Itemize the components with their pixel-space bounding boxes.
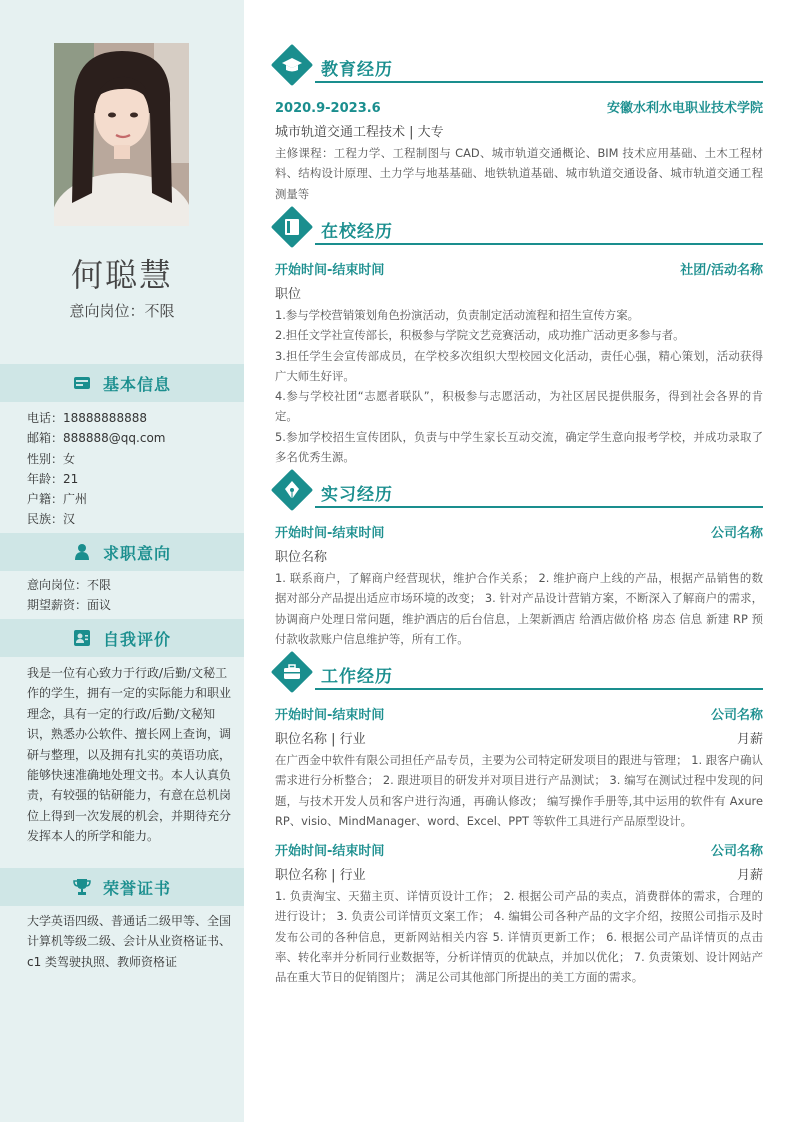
badge-icon xyxy=(73,629,91,647)
profile-photo xyxy=(54,43,189,226)
basic-info-title: 基本信息 xyxy=(102,374,171,394)
intern-role-row xyxy=(275,546,763,565)
job-intent-title: 求职意向 xyxy=(102,543,171,563)
work-company: 公司名称 xyxy=(710,844,763,859)
work-salary: 月薪 xyxy=(736,868,763,883)
pen-nib-icon xyxy=(281,479,303,501)
campus-item: 3.担任学生会宣传部成员，在学校多次组织大型校园文化活动，责任心强，精心策划，活动获得广大师生好评。 xyxy=(275,348,763,383)
age-item: 年龄：21 xyxy=(27,471,79,486)
education-date: 2020.9-2023.6 xyxy=(275,101,381,116)
basic-info-header xyxy=(0,364,244,402)
work-row-2 xyxy=(275,840,763,859)
work-role: 职位名称 | 行业 xyxy=(275,732,366,747)
work-date: 开始时间-结束时间 xyxy=(275,708,385,723)
user-icon xyxy=(73,543,91,561)
intern-section-header xyxy=(275,472,763,512)
intern-title: 实习经历 xyxy=(321,485,393,505)
intern-date: 开始时间-结束时间 xyxy=(275,526,385,541)
intern-company: 公司名称 xyxy=(710,526,763,541)
self-eval-text: 我是一位有心致力于行政/后勤/文秘工作的学生，拥有一定的实际能力和职业理念，具有一定的行政/后勤/文秘知识，熟悉办公软件、擅长网上查询，调研与整理，以及拥有扎实的英语功底，能够快速准确地处理文书。本人认真负责，有较强的钻研能力，有意在总机岗位上得到一次发展的机会，并期待充分发挥本人的所学和能力。 xyxy=(27,666,232,844)
campus-items xyxy=(275,305,763,467)
campus-item: 4.参与学校社团“志愿者联队”，积极参与志愿活动，为社区居民提供服务，得到社会各界的肯定。 xyxy=(275,389,763,424)
book-icon xyxy=(281,216,303,238)
salary-item: 期望薪资：面议 xyxy=(27,598,112,613)
graduation-cap-icon xyxy=(281,54,303,76)
work-role-row-1 xyxy=(275,728,763,747)
campus-date: 开始时间-结束时间 xyxy=(275,263,385,278)
work-text-2: 1. 负责淘宝、天猫主页、详情页设计工作； 2. 根据公司产品的卖点，消费群体的需求，合理的进行设计； 3. 负责公司详情页文案工作； 4. 编辑公司各种产品的文字介绍，按照公司指示及时发布公司的各种信息，更新网站相关内容 5. 详情页更新工作； 6. 根据公司产品详情页的点击率、转化率并分析同行业数据等，分析详情页的优缺点，并加以优化； 7. 负责策划、设计网站产品在重大节日的促销图片； 满足公司其他部门所提出的美工方面的需求。 xyxy=(275,889,763,985)
intern-role: 职位名称 xyxy=(275,550,328,565)
campus-section-header xyxy=(275,209,763,249)
campus-org: 社团/活动名称 xyxy=(680,263,763,278)
work-role: 职位名称 | 行业 xyxy=(275,868,366,883)
phone-item: 电话：18888888888 xyxy=(27,411,147,425)
work-text-1: 在广西金中软件有限公司担任产品专员，主要为公司特定研发项目的跟进与管理； 1. 跟客户确认需求进行分析整合； 2. 跟进项目的研发并对项目进行产品测试； 3. 编写在测试过程中发现的问题，与技术开发人员和客户进行沟通，再确认修改； 编写操作手册等,其中运用的软件有 Axure RP、visio、MindManager、word、Excel、PPT 等软件工具进行产品原型设计。 xyxy=(275,753,763,828)
candidate-name: 何聪慧 xyxy=(70,256,173,294)
campus-title: 在校经历 xyxy=(321,222,393,242)
honor-title: 荣誉证书 xyxy=(102,878,171,898)
campus-item: 2.担任文学社宣传部长，积极参与学院文艺竞赛活动，成功推广活动更多参与者。 xyxy=(275,328,685,343)
work-role-row-2 xyxy=(275,864,763,883)
honor-header xyxy=(0,868,244,906)
work-salary: 月薪 xyxy=(736,732,763,747)
basic-info-list xyxy=(27,408,232,530)
sidebar xyxy=(0,0,244,1122)
briefcase-icon xyxy=(281,661,303,683)
ethnicity-item: 民族：汉 xyxy=(27,512,76,527)
education-section-header xyxy=(275,47,763,87)
intern-row xyxy=(275,522,763,541)
education-major: 城市轨道交通工程技术 | 大专 xyxy=(275,125,444,140)
campus-role: 职位 xyxy=(275,287,302,302)
campus-item: 5.参加学校招生宣传团队，负责与中学生家长互动交流，确定学生意向报考学校，并成功录取了多名优秀生源。 xyxy=(275,429,763,465)
self-eval-title: 自我评价 xyxy=(102,629,171,649)
work-row-1 xyxy=(275,704,763,723)
job-intent-header xyxy=(0,533,244,571)
education-row xyxy=(275,97,763,116)
work-company: 公司名称 xyxy=(710,708,763,723)
trophy-icon xyxy=(73,878,91,896)
gender-item: 性别：女 xyxy=(27,451,76,466)
intent-position: 意向岗位：不限 xyxy=(69,302,175,320)
education-title: 教育经历 xyxy=(321,60,393,80)
work-date: 开始时间-结束时间 xyxy=(275,844,385,859)
work-title: 工作经历 xyxy=(321,667,393,687)
education-courses: 主修课程：工程力学、工程制图与 CAD、城市轨道交通概论、BIM 技术应用基础、土木工程材料、结构设计原理、土力学与地基基础、地铁轨道基础、城市轨道交通设备、城市轨道交通工程测量等 xyxy=(275,146,763,201)
campus-row xyxy=(275,259,763,278)
email-item: 邮箱：888888@qq.com xyxy=(27,431,166,446)
work-section-header xyxy=(275,654,763,694)
intern-text: 1. 联系商户，了解商户经营现状，维护合作关系； 2. 维护商户上线的产品，根据产品销售的数据对部分产品提出适应市场环境的改变； 3. 针对产品设计营销方案，不断深入了解商户的需求，协调商户处理日常问题，维护酒店的后台信息，上架新酒店 给酒店做价格 房态 信息 新建 RP 预付款收款账户信息维护等，所有工作。 xyxy=(275,571,763,646)
intent-item: 意向岗位：不限 xyxy=(27,578,112,592)
job-intent-list xyxy=(27,575,232,616)
hometown-item: 户籍：广州 xyxy=(27,492,88,507)
honor-text: 大学英语四级、普通话二级甲等、全国计算机等级二级、会计从业资格证书、c1 类驾驶执照、教师资格证 xyxy=(27,914,232,969)
id-card-icon xyxy=(73,374,91,392)
education-major-row xyxy=(275,121,763,140)
education-school: 安徽水利水电职业技术学院 xyxy=(606,101,763,116)
campus-role-row xyxy=(275,283,763,302)
self-eval-header xyxy=(0,619,244,657)
campus-item: 1.参与学校营销策划角色扮演活动，负责制定活动流程和招生宣传方案。 xyxy=(275,308,639,322)
